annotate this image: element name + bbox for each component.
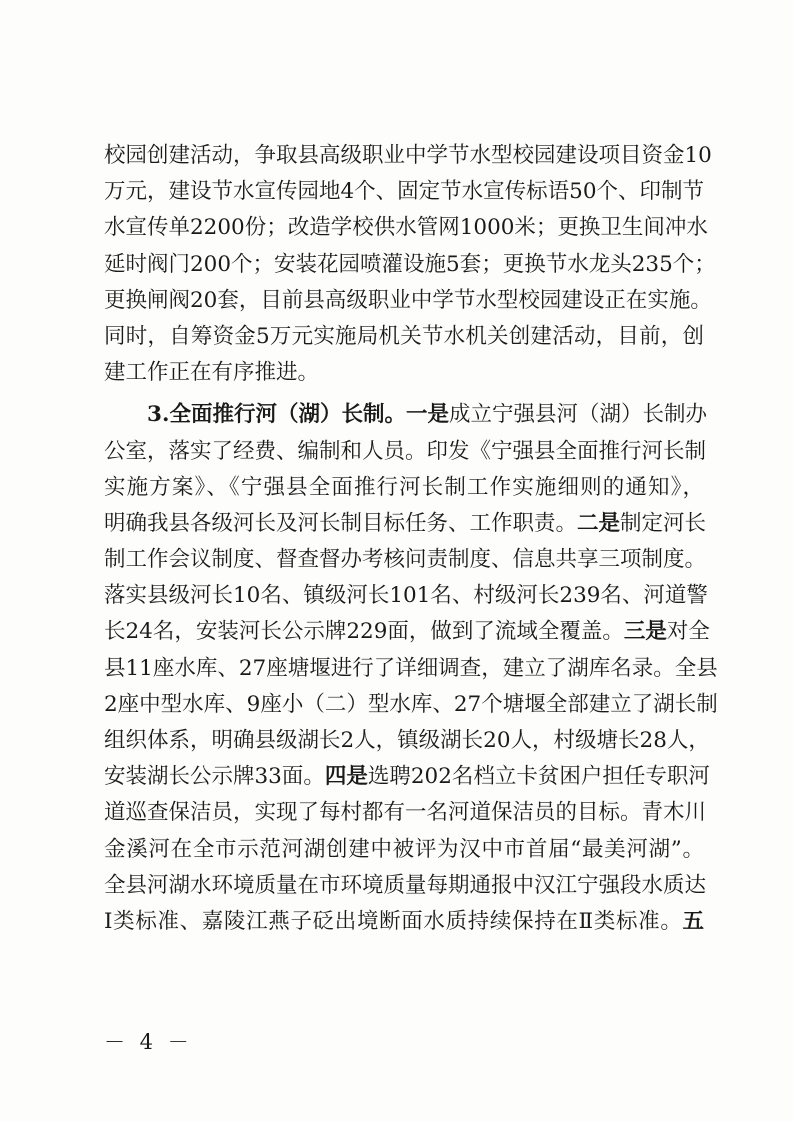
text-line: 万元，建设节水宣传园地4个、固定节水宣传标语50个、印制节	[104, 179, 705, 205]
text-line: 道巡查保洁员，实现了每村都有一名河道保洁员的目标。青木川	[104, 800, 707, 826]
text-line: 同时，自筹资金5万元实施局机关节水机关创建活动，目前，创	[104, 323, 704, 349]
text-span: 对全	[666, 619, 710, 645]
text-line	[104, 506, 707, 542]
page-number: － 4 －	[104, 1030, 193, 1054]
paragraph-river-chief	[104, 397, 718, 940]
text-span: 制定河长	[620, 510, 707, 536]
body-text	[104, 138, 718, 940]
text-line: 全县河湖水环境质量在市环境质量每期通报中汉江宁强段水质达	[104, 872, 707, 898]
text-line: 实施方案》、《宁强县全面推行河长制工作实施细则的通知》，	[104, 474, 704, 500]
paragraph-water-saving	[104, 138, 716, 391]
text-line: 水宣传单2200份；改造学校供水管网1000米；更换卫生间冲水	[104, 215, 708, 241]
text-line	[104, 397, 707, 433]
text-span: 成立宁强县河（湖）长制办	[448, 402, 707, 428]
emphasis-marker: 三是	[623, 619, 667, 645]
text-span: 长24名，安装河长公示牌229面，做到了流域全覆盖。	[104, 619, 624, 645]
text-line: 落实县级河长10名、镇级河长101名、村级河长239名、河道警	[104, 583, 708, 609]
emphasis-marker: 四是	[324, 764, 368, 790]
text-span: Ⅰ类标准、嘉陵江燕子砭出境断面水质持续保持在Ⅱ类标准。	[104, 908, 683, 934]
text-line: 组织体系，明确县级湖长2人，镇级湖长20人，村级塘长28人，	[104, 728, 710, 753]
text-line: 延时阀门200个；安装花园喷灌设施5套；更换节水龙头235个；	[104, 251, 716, 277]
emphasis-marker: 五	[682, 908, 704, 934]
emphasis-marker: 二是	[577, 510, 621, 536]
text-line: 公室，落实了经费、编制和人员。印发《宁强县全面推行河长制	[104, 438, 707, 464]
text-line	[104, 614, 710, 650]
text-line	[104, 759, 710, 795]
text-span: 安装湖长公示牌33面。	[104, 764, 325, 790]
text-line: 制工作会议制度、督查督办考核问责制度、信息共享三项制度。	[104, 547, 707, 573]
text-line: 建工作正在有序推进。	[104, 360, 320, 386]
text-span: 选聘202名档立卡贫困户担任专职河	[367, 764, 710, 790]
text-line: 2座中型水库、9座小（二）型水库、27个塘堰全部建立了湖长制	[104, 691, 718, 717]
text-line: 更换闸阀20套，目前县高级职业中学节水型校园建设正在实施。	[104, 287, 712, 313]
text-span: 明确我县各级河长及河长制目标任务、工作职责。	[104, 510, 578, 536]
text-line	[104, 904, 704, 940]
section-heading: 3.全面推行河（湖）长制。	[147, 402, 406, 428]
text-line: 县11座水库、27座塘堰进行了详细调查，建立了湖库名录。全县	[104, 655, 718, 681]
text-line: 金溪河在全市示范河湖创建中被评为汉中市首届“最美河湖”。	[104, 836, 704, 862]
text-line: 校园创建活动，争取县高级职业中学节水型校园建设项目资金10	[104, 143, 712, 168]
emphasis-marker: 一是	[405, 402, 449, 428]
